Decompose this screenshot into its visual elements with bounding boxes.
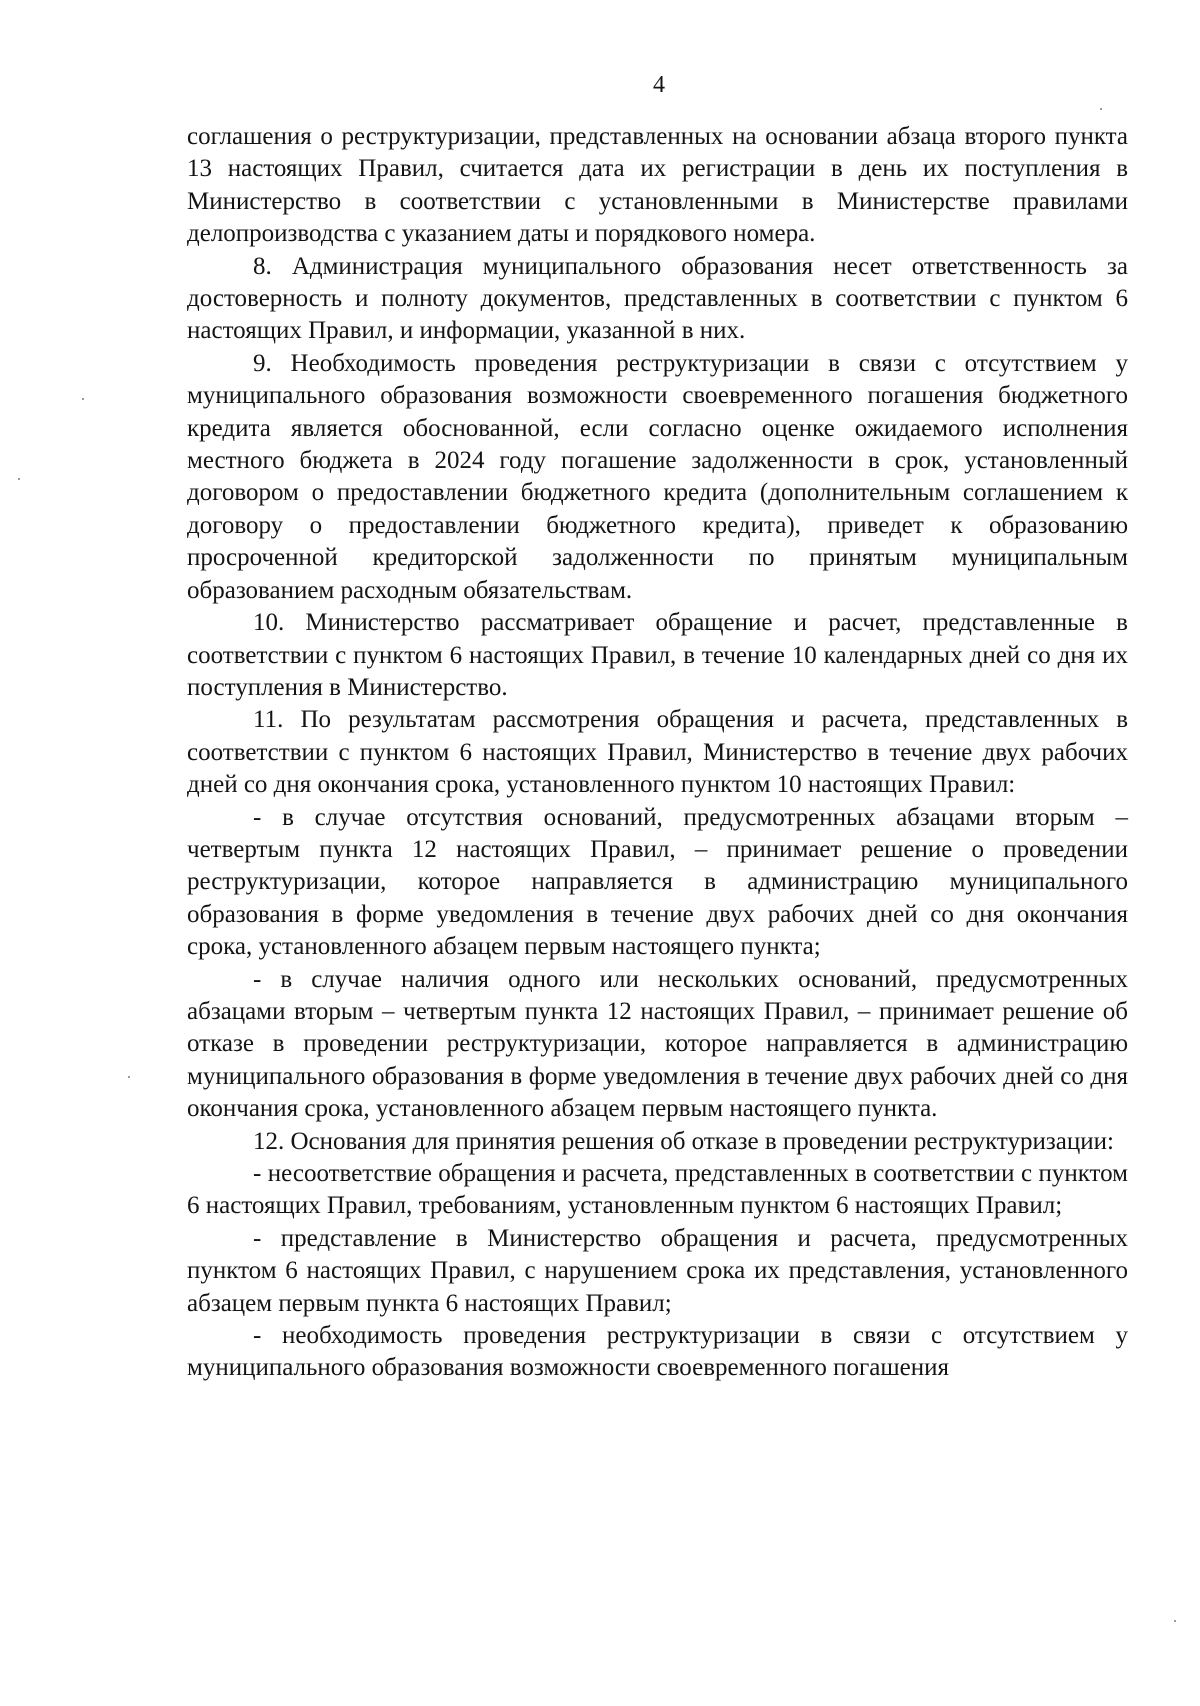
paragraph-item-11-decision-approve: - в случае отсутствия оснований, предусмотренных абзацами вторым – четвертым пункта 12 настоящих Правил, – принимает решение о проведении реструктуризации, которое направляется в администрацию муниципального образования в форме уведомления в течение двух рабочих дней со дня окончания срока, установленного абзацем первым настоящего пункта; [187,803,1128,961]
paragraph-item-12: 12. Основания для принятия решения об отказе в проведении реструктуризации: [253,1127,1114,1155]
document-body [187,121,1128,1385]
scan-speck [18,478,20,480]
scan-speck [1100,108,1102,110]
paragraph-item-11: 11. По результатам рассмотрения обращения и расчета, представленных в соответствии с пунктом 6 настоящих Правил, Министерство в течение двух рабочих дней со дня окончания срока, установленного пунктом 10 настоящих Правил: [187,706,1128,799]
paragraph-item-9: 9. Необходимость проведения реструктуризации в связи с отсутствием у муниципального образования возможности своевременного погашения бюджетного кредита является обоснованной, если согласно оценке ожидаемого исполнения местного бюджета в 2024 году погашение задолженности в срок, установленный договором о предоставлении бюджетного кредита (дополнительным соглашением к договору о предоставлении бюджетного кредита), приведет к образованию просроченной кредиторской задолженности по принятым муниципальным образованием расходным обязательствам. [187,349,1128,604]
page-number: 4 [653,72,665,98]
scan-speck [1174,1620,1176,1622]
paragraph-item-11-decision-refuse: - в случае наличия одного или нескольких оснований, предусмотренных абзацами вторым – четвертым пункта 12 настоящих Правил, – принимает решение об отказе в проведении реструктуризации, которое направляется в администрацию муниципального образования в форме уведомления в течение двух рабочих дней со дня окончания срока, установленного абзацем первым настоящего пункта. [187,965,1128,1123]
paragraph-continuation: соглашения о реструктуризации, представленных на основании абзаца второго пункта 13 настоящих Правил, считается дата их регистрации в день их поступления в Министерство в соответствии с установленными в Министерстве правилами делопроизводства с указанием даты и порядкового номера. [187,123,1128,248]
scan-speck [82,398,84,400]
paragraph-item-12-ground-3: - необходимость проведения реструктуризации в связи с отсутствием у муниципального образования возможности своевременного погашения [187,1322,1128,1382]
paragraph-item-12-ground-1: - несоответствие обращения и расчета, представленных в соответствии с пунктом 6 настоящих Правил, требованиям, установленным пунктом 6 настоящих Правил; [187,1160,1128,1220]
paragraph-item-10: 10. Министерство рассматривает обращение и расчет, представленные в соответствии с пунктом 6 настоящих Правил, в течение 10 календарных дней со дня их поступления в Министерство. [187,609,1128,701]
paragraph-item-8: 8. Администрация муниципального образования несет ответственность за достоверность и полноту документов, представленных в соответствии с пунктом 6 настоящих Правил, и информации, указанной в них. [187,252,1128,345]
scan-speck [128,1076,130,1078]
paragraph-item-12-ground-2: - представление в Министерство обращения и расчета, предусмотренных пунктом 6 настоящих Правил, с нарушением срока их представления, установленного абзацем первым пункта 6 настоящих Правил; [187,1224,1128,1317]
